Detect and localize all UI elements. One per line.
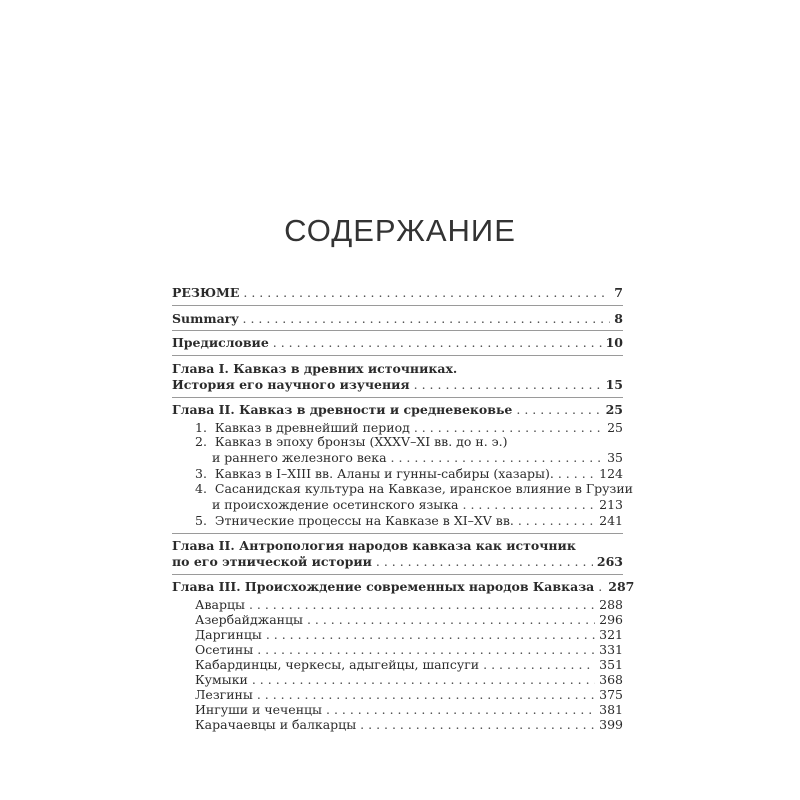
dot-leader xyxy=(463,498,596,512)
toc-subsection[interactable] xyxy=(195,421,623,435)
toc-subsection[interactable] xyxy=(195,598,623,612)
toc-subsection[interactable] xyxy=(195,703,623,717)
toc-subsection-label: Аварцы xyxy=(195,597,245,612)
toc-subsection-number: 2. xyxy=(195,434,207,449)
divider xyxy=(172,533,623,534)
toc-page-number: 15 xyxy=(605,377,623,392)
toc-entry-resume[interactable] xyxy=(172,286,623,300)
toc-subsection[interactable] xyxy=(195,658,623,672)
toc-subsection[interactable] xyxy=(195,673,623,687)
toc-page-number: 375 xyxy=(599,687,623,702)
toc-subsection-label: Осетины xyxy=(195,642,254,657)
toc-page-number: 10 xyxy=(605,335,623,350)
toc-entry-preface[interactable] xyxy=(172,336,623,350)
toc-entry-label: Предисловие xyxy=(172,335,269,350)
toc-subsection[interactable] xyxy=(195,628,623,642)
toc-page-number: 399 xyxy=(599,717,623,732)
toc-page-number: 124 xyxy=(599,466,623,481)
toc-chapter-1-line1[interactable]: Глава I. Кавказ в древних источниках. xyxy=(172,361,458,376)
toc-entry-label: Глава III. Происхождение современных народов Кавказа xyxy=(172,579,595,594)
toc-subsection[interactable] xyxy=(195,718,623,732)
dot-leader xyxy=(266,628,595,642)
dot-leader xyxy=(516,403,601,417)
toc-subsection-number: 4. xyxy=(195,481,207,496)
toc-chapter-anthropology[interactable] xyxy=(172,555,623,569)
toc-page-number: 296 xyxy=(599,612,623,627)
dot-leader xyxy=(257,643,595,657)
toc-subsection-label: Сасанидская культура на Кавказе, иранское влияние в Грузии xyxy=(214,481,633,496)
toc-entry-label: История его научного изучения xyxy=(172,377,410,392)
dot-leader xyxy=(273,336,602,350)
toc-subsection-number: 3. xyxy=(195,466,207,481)
toc-subsection-number: 5. xyxy=(195,513,207,528)
dot-leader xyxy=(598,580,604,594)
dot-leader xyxy=(518,514,595,528)
toc-page-number: 263 xyxy=(596,554,623,569)
divider xyxy=(172,330,623,331)
toc-page-number: 331 xyxy=(599,642,623,657)
toc-subsection-label: Кабардинцы, черкесы, адыгейцы, шапсуги xyxy=(195,657,480,672)
toc-subsection-line1[interactable] xyxy=(195,435,623,449)
toc-chapter-2[interactable] xyxy=(172,403,623,417)
toc-subsection[interactable] xyxy=(195,514,623,528)
dot-leader xyxy=(376,555,593,569)
toc-chapter-3[interactable] xyxy=(172,579,635,594)
toc-subsection-label: и происхождение осетинского языка xyxy=(212,497,459,512)
toc-subsection-number: 1. xyxy=(195,420,207,435)
dot-leader xyxy=(249,598,595,612)
toc-subsection[interactable] xyxy=(195,688,623,702)
toc-subsection[interactable] xyxy=(195,467,623,481)
toc-page-number: 35 xyxy=(607,450,623,465)
toc-entry-label: РЕЗЮМЕ xyxy=(172,285,240,300)
toc-subsection-label: Ингуши и чеченцы xyxy=(195,702,323,717)
toc-page-number: 213 xyxy=(599,497,623,512)
toc-subsection-label: Лезгины xyxy=(195,687,253,702)
divider xyxy=(172,574,623,575)
dot-leader xyxy=(252,673,595,687)
toc-chapter-anthropology-line1[interactable]: Глава II. Антропология народов кавказа как источник xyxy=(172,538,576,553)
divider xyxy=(172,355,623,356)
toc-page-number: 351 xyxy=(599,657,623,672)
dot-leader xyxy=(243,312,611,326)
toc-page-number: 288 xyxy=(599,597,623,612)
toc-page-number: 25 xyxy=(607,420,623,435)
toc-subsection-label: и раннего железного века xyxy=(212,450,387,465)
dot-leader xyxy=(257,688,595,702)
toc-page-number: 321 xyxy=(599,627,623,642)
dot-leader xyxy=(391,451,604,465)
dot-leader xyxy=(360,718,595,732)
toc-subsection-label: Кавказ в древнейший период xyxy=(214,420,410,435)
toc-entry-label: Summary xyxy=(172,311,239,326)
toc-entry-label: Глава II. Кавказ в древности и средневековье xyxy=(172,402,513,417)
dot-leader xyxy=(326,703,595,717)
toc-subsection-label: Азербайджанцы xyxy=(195,612,303,627)
toc-page-number: 8 xyxy=(614,311,623,326)
toc-page-number: 25 xyxy=(605,402,623,417)
toc-subsection-label: Кумыки xyxy=(195,672,248,687)
toc-page-number: 241 xyxy=(599,513,623,528)
toc-subsection[interactable] xyxy=(195,613,623,627)
dot-leader xyxy=(243,286,610,300)
toc-subsection-label: Карачаевцы и балкарцы xyxy=(195,717,357,732)
toc-subsection-label: Кавказ в эпоху бронзы (XXXV–XI вв. до н. э.) xyxy=(214,434,508,449)
dot-leader xyxy=(414,378,602,392)
divider xyxy=(172,397,623,398)
toc-page-number: 381 xyxy=(599,702,623,717)
toc-subsection-label: Даргинцы xyxy=(195,627,262,642)
dot-leader xyxy=(307,613,595,627)
toc-subsection[interactable] xyxy=(212,451,623,465)
divider xyxy=(172,305,623,306)
toc-subsection[interactable] xyxy=(195,643,623,657)
toc-page-number: 368 xyxy=(599,672,623,687)
toc-chapter-1[interactable] xyxy=(172,378,623,392)
toc-subsection-label: Этнические процессы на Кавказе в XI–XV вв. xyxy=(214,513,514,528)
dot-leader xyxy=(483,658,595,672)
page-title: СОДЕРЖАНИЕ xyxy=(284,213,516,248)
toc-page-number: 287 xyxy=(608,579,635,594)
toc-entry-summary[interactable] xyxy=(172,312,623,326)
dot-leader xyxy=(558,467,595,481)
toc-subsection-label: Кавказ в I–XIII вв. Аланы и гунны-сабиры (хазары). xyxy=(214,466,554,481)
toc-subsection-line1[interactable] xyxy=(195,481,633,496)
toc-entry-label: по его этнической истории xyxy=(172,554,372,569)
toc-subsection[interactable] xyxy=(212,498,623,512)
toc-page-number: 7 xyxy=(614,285,623,300)
dot-leader xyxy=(414,421,603,435)
